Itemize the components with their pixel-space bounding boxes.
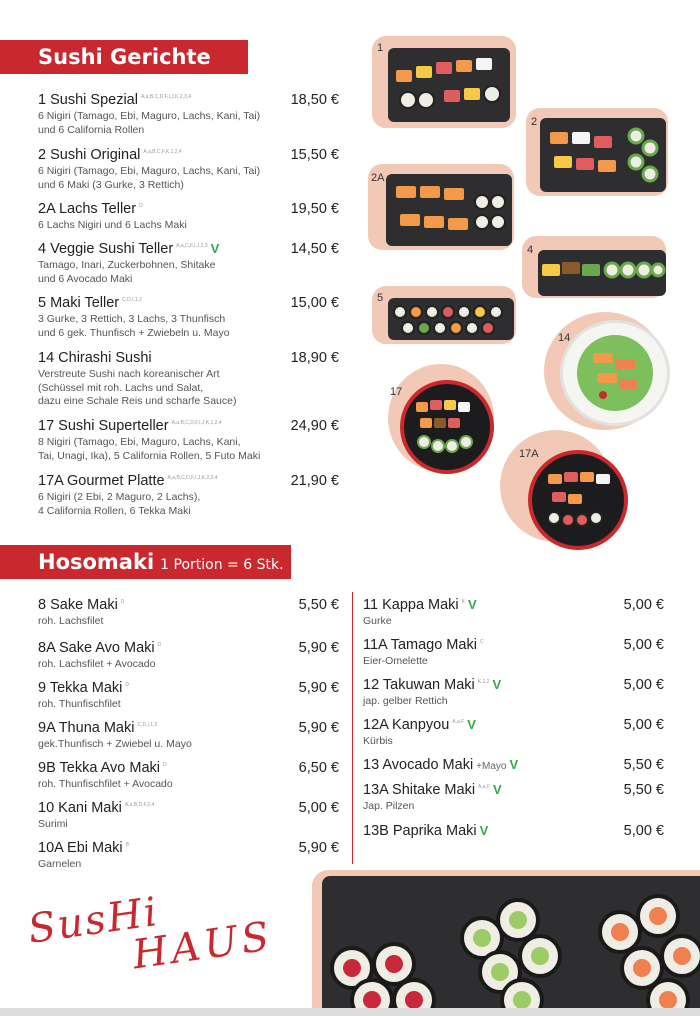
menu-item[interactable] xyxy=(38,146,260,192)
item-desc: und 6 Maki (3 Gurke, 3 Rettich) xyxy=(38,178,184,191)
sushi-plate-image xyxy=(386,174,512,246)
menu-item[interactable] xyxy=(38,349,236,409)
item-name: 17 Sushi Superteller xyxy=(38,418,169,434)
hosomaki-rolls-image xyxy=(322,876,700,1008)
sushi-photo-17 xyxy=(400,380,494,474)
item-price: 5,90 € xyxy=(298,640,339,656)
item-name: 9A Thuna Maki xyxy=(38,720,135,736)
item-desc: jap. gelber Rettich xyxy=(363,695,448,707)
sushi-haus-logo xyxy=(25,874,276,993)
item-desc: Verstreute Sushi nach koreanischer Art xyxy=(38,368,220,380)
menu-item[interactable] xyxy=(38,839,129,872)
item-name: 9 Tekka Maki xyxy=(38,680,123,696)
photo-label: 17A xyxy=(519,448,539,460)
item-desc: 6 Nigiri (Tamago, Ebi, Maguro, Lachs, Kani, Tai) xyxy=(38,110,261,122)
section-banner-hosomaki xyxy=(0,545,291,579)
item-price: 15,50 € xyxy=(290,147,339,163)
vegetarian-icon: V xyxy=(467,717,476,732)
vegetarian-icon: V xyxy=(492,677,502,692)
item-price: 5,00 € xyxy=(623,717,664,733)
item-price: 5,50 € xyxy=(623,757,664,773)
sushi-photo-4 xyxy=(538,250,666,296)
menu-item[interactable] xyxy=(38,200,187,233)
sushi-photo-1 xyxy=(388,48,510,122)
sushi-photo-2 xyxy=(540,118,666,192)
allergen-codes: A,a,B,C,F,K,1,2,4 xyxy=(143,148,182,155)
item-name: 10 Kani Maki xyxy=(38,800,122,816)
item-price: 5,00 € xyxy=(623,823,664,839)
menu-item[interactable] xyxy=(363,781,502,814)
item-name: 9B Tekka Avo Maki xyxy=(38,760,160,776)
sushi-photo-17a xyxy=(528,450,628,550)
item-name: 17A Gourmet Platte xyxy=(38,473,165,489)
item-name: 1 Sushi Spezial xyxy=(38,92,138,108)
item-desc: roh. Thunfischfilet + Avocado xyxy=(38,778,173,790)
item-desc: 6 Lachs Nigiri und 6 Lachs Maki xyxy=(38,219,187,231)
menu-item[interactable] xyxy=(38,294,230,340)
menu-item[interactable] xyxy=(363,676,501,709)
item-name: 12 Takuwan Maki xyxy=(363,677,475,693)
section-banner-gerichte xyxy=(0,40,248,74)
item-desc: und 6 California Rollen xyxy=(38,123,145,136)
item-price: 5,00 € xyxy=(623,637,664,653)
vegetarian-icon: V xyxy=(493,782,502,797)
chirashi-bowl-image xyxy=(563,323,667,423)
item-desc: Garnelen xyxy=(38,858,82,870)
allergen-codes: A,a,B,C,D,F,I,J,K,2,3,4 xyxy=(140,93,191,100)
item-desc: Tamago, Inari, Zuckerbohnen, Shitake xyxy=(38,259,216,271)
allergen-codes: A,a,B,C,D,F,I,J,K,1,2,4 xyxy=(171,419,222,426)
menu-item[interactable] xyxy=(38,799,154,832)
item-desc: Jap. Pilzen xyxy=(363,800,415,812)
logo-line-2: HAUS xyxy=(129,913,276,979)
photo-label: 17 xyxy=(390,386,403,398)
vegetarian-icon: V xyxy=(210,241,220,256)
item-price: 14,50 € xyxy=(290,241,339,257)
hosomaki-photo xyxy=(322,876,700,1008)
sushi-plate-image xyxy=(532,454,624,546)
allergen-codes: D xyxy=(120,598,125,605)
item-price: 5,50 € xyxy=(298,597,339,613)
item-desc: Eier-Omelette xyxy=(363,655,428,667)
item-name: 14 Chirashi Sushi xyxy=(38,350,152,366)
item-name: 13A Shitake Maki xyxy=(363,782,476,798)
vegetarian-icon: V xyxy=(479,823,489,838)
mayo-note: +Mayo xyxy=(476,761,507,772)
item-desc: 8 Nigiri (Tamago, Ebi, Maguro, Lachs, Kani, xyxy=(38,436,241,448)
menu-item[interactable] xyxy=(38,91,260,137)
allergen-codes: D xyxy=(125,681,129,688)
menu-item[interactable] xyxy=(363,822,488,840)
column-divider xyxy=(352,592,353,864)
sushi-plate-image xyxy=(388,48,510,122)
item-desc: und 6 gek. Thunfisch + Zwiebeln u. Mayo xyxy=(38,326,230,339)
item-desc: Surimi xyxy=(38,818,68,830)
item-price: 6,50 € xyxy=(298,760,339,776)
item-price: 5,90 € xyxy=(298,840,339,856)
item-name: 13B Paprika Maki xyxy=(363,823,477,839)
sushi-photo-5 xyxy=(388,298,514,340)
item-price: 5,00 € xyxy=(623,677,664,693)
allergen-codes: K,1,2 xyxy=(477,678,490,685)
photo-label: 2A xyxy=(371,172,385,184)
photo-label: 2 xyxy=(531,116,538,128)
item-desc: Gurke xyxy=(363,615,392,627)
item-price: 5,00 € xyxy=(623,597,664,613)
sushi-photo-2a xyxy=(386,174,512,246)
item-name: 8 Sake Maki xyxy=(38,597,118,613)
item-price: 18,50 € xyxy=(290,92,339,108)
menu-item[interactable] xyxy=(38,417,260,463)
allergen-codes: D xyxy=(162,761,167,768)
section-title: Sushi Gerichte xyxy=(38,45,211,69)
item-name: 2 Sushi Original xyxy=(38,147,141,163)
menu-item[interactable] xyxy=(363,756,518,774)
allergen-codes: A,a,C,F,I,J,2,3 xyxy=(176,242,208,249)
item-price: 19,50 € xyxy=(290,201,339,217)
item-price: 5,00 € xyxy=(298,800,339,816)
sushi-plate-image xyxy=(404,384,490,470)
item-name: 12A Kanpyou xyxy=(363,717,450,733)
menu-item[interactable] xyxy=(363,636,484,669)
photo-label: 5 xyxy=(377,292,384,304)
item-price: 5,90 € xyxy=(298,720,339,736)
sushi-plate-image xyxy=(540,118,666,192)
sushi-plate-image xyxy=(388,298,514,340)
item-desc: gek.Thunfisch + Zwiebel u. Mayo xyxy=(38,738,192,750)
allergen-codes: A,a,B,D,F,2,4 xyxy=(124,801,155,808)
item-desc: dazu eine Schale Reis und scharfe Sauce) xyxy=(38,395,237,407)
item-desc: 3 Gurke, 3 Rettich, 3 Lachs, 3 Thunfisch xyxy=(38,313,226,325)
vegetarian-icon: V xyxy=(509,757,519,772)
menu-item[interactable] xyxy=(363,716,476,749)
menu-item[interactable] xyxy=(38,679,129,712)
menu-item[interactable] xyxy=(38,759,173,792)
item-desc: 6 Nigiri (Tamago, Ebi, Maguro, Lachs, Kani, Tai) xyxy=(38,165,261,177)
item-price: 15,00 € xyxy=(290,295,339,311)
item-price: 5,50 € xyxy=(623,782,664,798)
menu-item[interactable] xyxy=(363,596,477,629)
item-price: 24,90 € xyxy=(290,418,339,434)
photo-label: 14 xyxy=(558,332,571,344)
allergen-codes: A,a,F xyxy=(452,718,465,725)
allergen-codes: A,a,B,C,D,F,I,J,K,2,3,4 xyxy=(167,474,218,481)
item-price: 5,90 € xyxy=(298,680,339,696)
menu-item[interactable] xyxy=(38,240,219,286)
allergen-codes: A,a,F xyxy=(478,783,490,790)
item-name: 11 Kappa Maki xyxy=(363,597,459,613)
bottom-strip xyxy=(0,1008,700,1016)
photo-label: 4 xyxy=(527,244,534,256)
item-price: 18,90 € xyxy=(290,350,339,366)
item-desc: Tai, Unagi, Ika), 5 California Rollen, 5 Futo Maki xyxy=(38,449,261,462)
item-name: 10A Ebi Maki xyxy=(38,840,123,856)
item-price: 21,90 € xyxy=(290,473,339,489)
item-desc: roh. Lachsfilet xyxy=(38,615,104,627)
item-name: 5 Maki Teller xyxy=(38,295,120,311)
item-desc: roh. Lachsfilet + Avocado xyxy=(38,658,156,670)
menu-item[interactable] xyxy=(38,639,161,672)
menu-item[interactable] xyxy=(38,596,124,629)
photo-label: 1 xyxy=(377,42,384,54)
item-desc: 4 California Rollen, 6 Tekka Maki xyxy=(38,504,191,517)
item-desc: (Schüssel mit roh. Lachs und Salat, xyxy=(38,381,204,394)
allergen-codes: B xyxy=(125,841,129,848)
item-desc: roh. Thunfischfilet xyxy=(38,698,121,710)
vegetarian-icon: V xyxy=(468,597,477,612)
allergen-codes: D xyxy=(139,202,143,209)
allergen-codes: K xyxy=(461,598,465,605)
allergen-codes: C,D,I,1,2 xyxy=(122,296,142,303)
item-name: 13 Avocado Maki xyxy=(363,757,474,773)
item-desc: und 6 Avocado Maki xyxy=(38,272,133,285)
allergen-codes: C xyxy=(479,638,484,645)
section-subtitle: 1 Portion = 6 Stk. xyxy=(160,557,284,573)
logo-line-1: SusHi xyxy=(25,888,162,953)
allergen-codes: C,D,I,1,3 xyxy=(137,721,158,728)
item-name: 11A Tamago Maki xyxy=(363,637,477,653)
item-desc: 6 Nigiri (2 Ebi, 2 Maguro, 2 Lachs), xyxy=(38,491,201,503)
item-name: 4 Veggie Sushi Teller xyxy=(38,241,174,257)
item-name: 8A Sake Avo Maki xyxy=(38,640,155,656)
menu-item[interactable] xyxy=(38,472,218,518)
sushi-photo-14 xyxy=(560,320,670,426)
item-desc: Kürbis xyxy=(363,735,393,747)
section-title: Hosomaki xyxy=(38,550,155,574)
menu-item[interactable] xyxy=(38,719,192,752)
allergen-codes: D xyxy=(157,641,162,648)
item-name: 2A Lachs Teller xyxy=(38,201,137,217)
sushi-plate-image xyxy=(538,250,666,296)
